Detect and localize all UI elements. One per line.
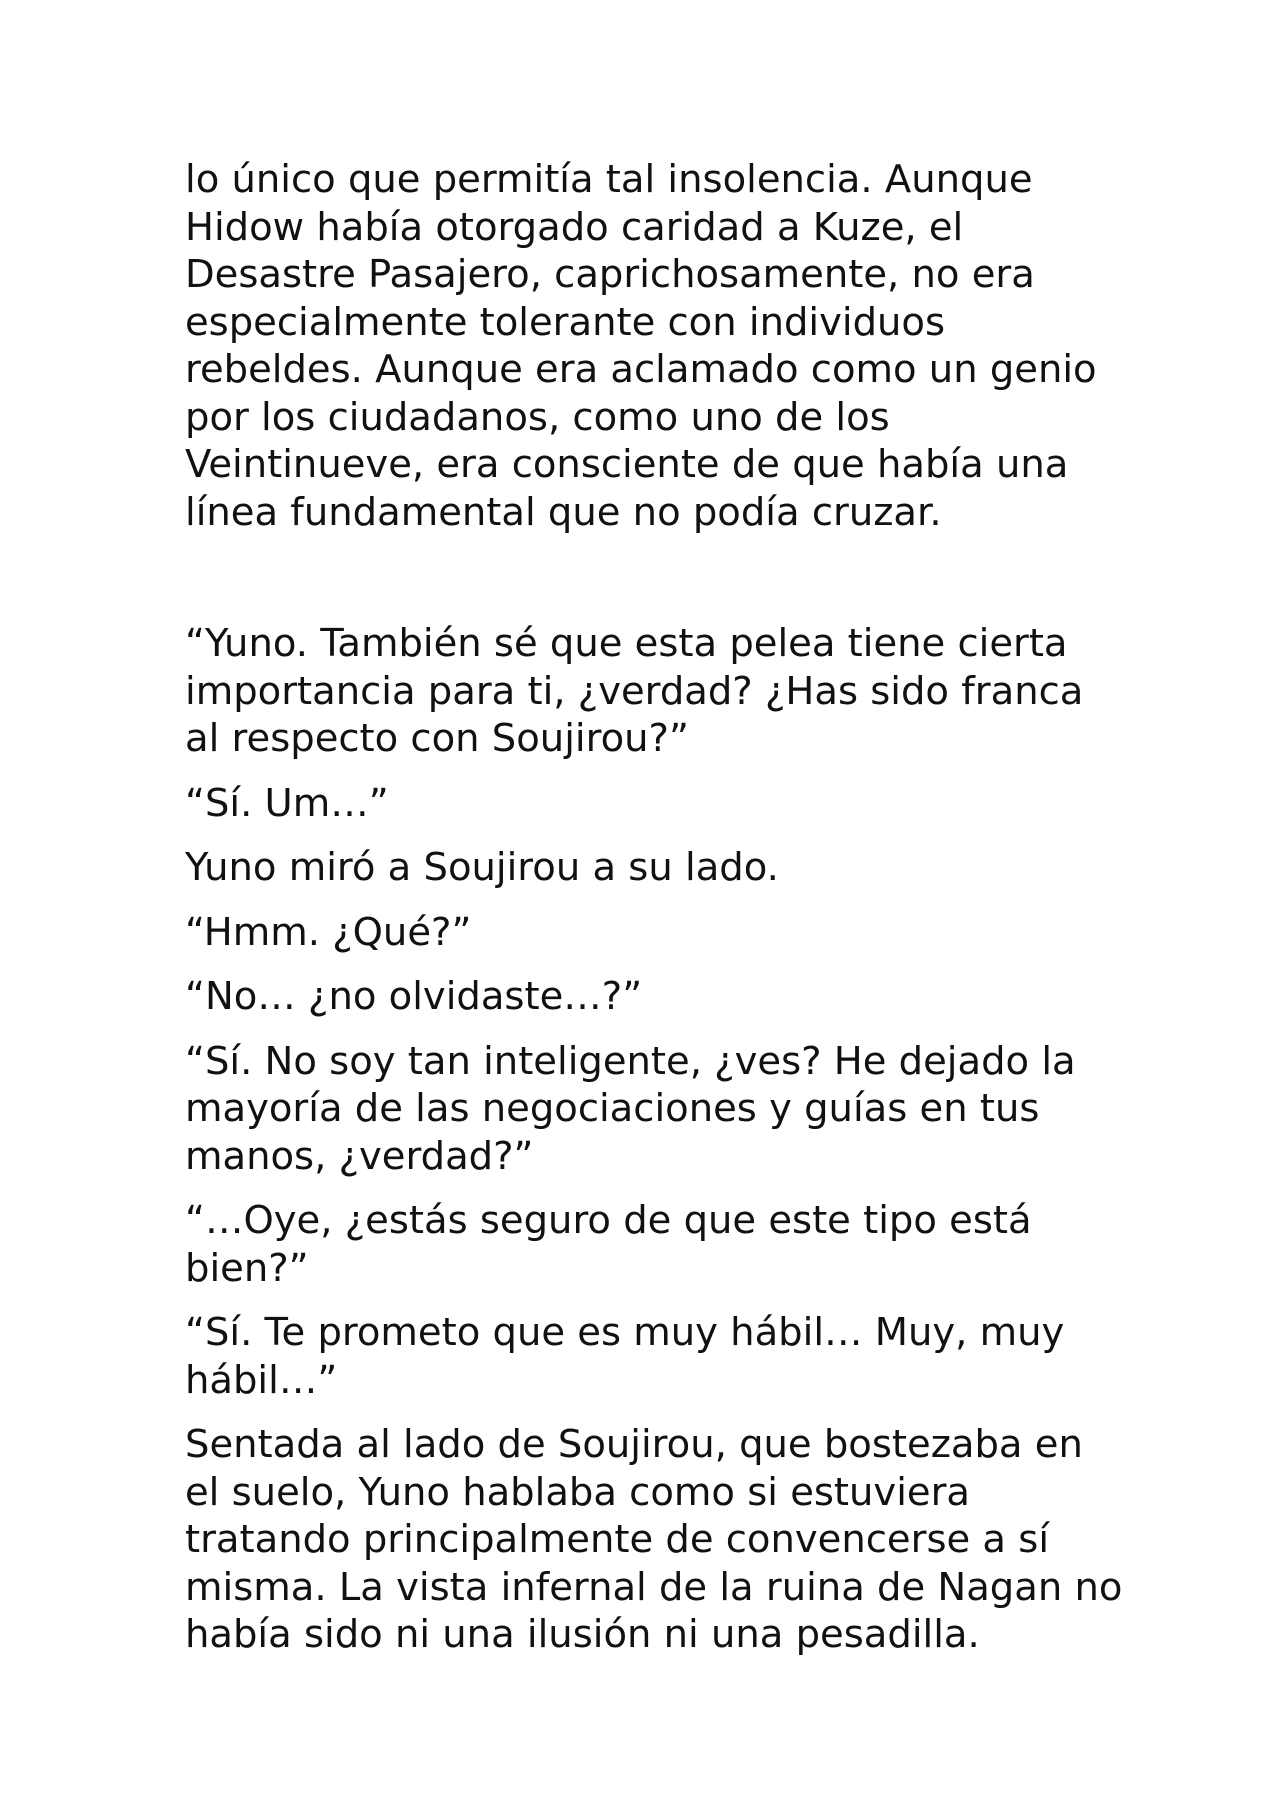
paragraph-5: “Hmm. ¿Qué?” <box>185 909 472 955</box>
paragraph-2: “Yuno. También sé que esta pelea tiene cierta importancia para ti, ¿verdad? ¿Has sido franca al respecto con Soujirou?” <box>185 621 1084 761</box>
document-page <box>185 156 1125 1659</box>
paragraph-1: lo único que permitía tal insolencia. Aunque Hidow había otorgado caridad a Kuze, el Desastre Pasajero, caprichosamente, no era especialmente tolerante con individuos rebeldes. Aunque era aclamado como un genio por los ciudadanos, como uno de los Veintinueve, era consciente de que había una línea fundamental que no podía cruzar. <box>185 157 1097 535</box>
paragraph-4: Yuno miró a Soujirou a su lado. <box>185 845 779 890</box>
paragraph-10: Sentada al lado de Soujirou, que bostezaba en el suelo, Yuno hablaba como si estuviera tratando principalmente de convencerse a sí misma. La vista infernal de la ruina de Nagan no había sido ni una ilusión ni una pesadilla. <box>185 1422 1123 1657</box>
paragraph-7: “Sí. No soy tan inteligente, ¿ves? He dejado la mayoría de las negociaciones y guías en tus manos, ¿verdad?” <box>185 1038 1076 1179</box>
paragraph-9: “Sí. Te prometo que es muy hábil… Muy, muy hábil…” <box>185 1310 1065 1403</box>
paragraph-8: “…Oye, ¿estás seguro de que este tipo está bien?” <box>185 1198 1032 1291</box>
paragraph-3: “Sí. Um…” <box>185 780 389 826</box>
paragraph-6: “No… ¿no olvidaste…?” <box>185 974 643 1019</box>
